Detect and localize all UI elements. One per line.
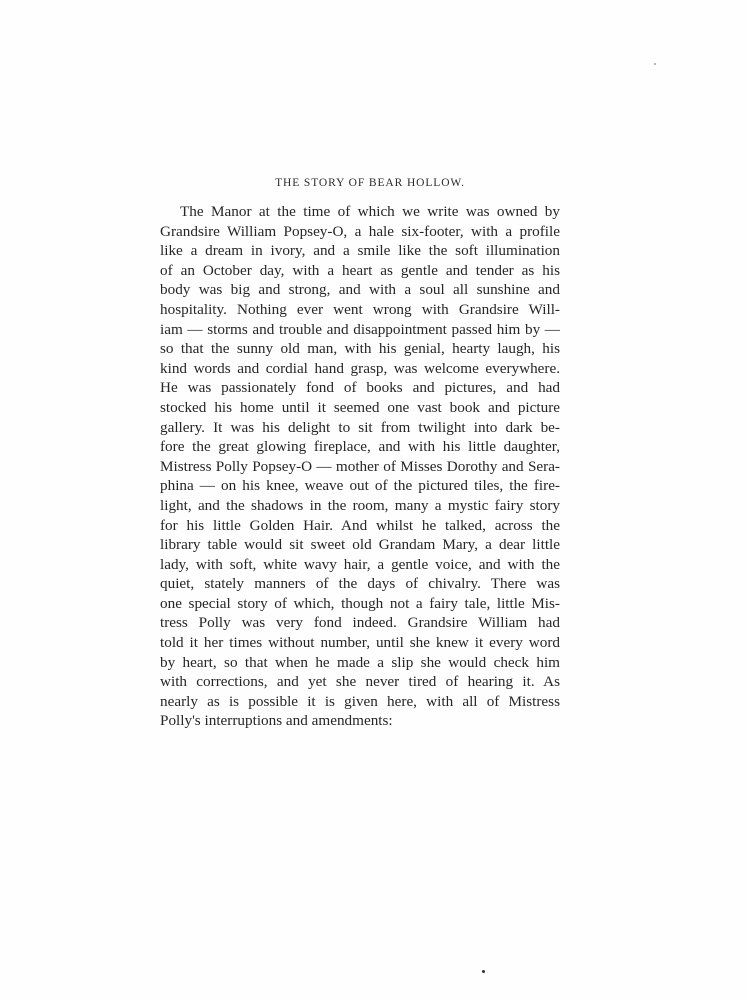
text-line: Grandsire William Popsey-O, a hale six-footer, with a profile <box>160 222 560 240</box>
text-line: stocked his home until it seemed one vast book and picture <box>160 398 560 416</box>
text-line: hospitality. Nothing ever went wrong with Grandsire Will- <box>160 300 560 318</box>
text-line: kind words and cordial hand grasp, was welcome everywhere. <box>160 359 560 377</box>
paper-speck <box>654 63 656 65</box>
text-line: of an October day, with a heart as gentle and tender as his <box>160 261 560 279</box>
text-line: Polly's interruptions and amendments: <box>160 712 393 730</box>
text-line: nearly as is possible it is given here, with all of Mistress <box>160 692 560 710</box>
text-line: tress Polly was very fond indeed. Grandsire William had <box>160 614 560 632</box>
text-line: body was big and strong, and with a soul all sunshine and <box>160 281 560 299</box>
body-paragraph <box>160 202 560 731</box>
text-line: He was passionately fond of books and pictures, and had <box>160 379 560 397</box>
text-line: one special story of which, though not a fairy tale, little Mis- <box>160 594 560 612</box>
text-line: so that the sunny old man, with his genial, hearty laugh, his <box>160 340 560 358</box>
text-line: by heart, so that when he made a slip she would check him <box>160 653 560 671</box>
text-line: gallery. It was his delight to sit from twilight into dark be- <box>160 418 560 436</box>
text-line: for his little Golden Hair. And whilst he talked, across the <box>160 516 560 534</box>
text-line: like a dream in ivory, and a smile like the soft illumination <box>160 242 560 260</box>
text-line: with corrections, and yet she never tired of hearing it. As <box>160 673 560 691</box>
text-line: The Manor at the time of which we write was owned by <box>180 203 560 220</box>
text-line: fore the great glowing fireplace, and with his little daughter, <box>160 438 560 456</box>
text-line: iam — storms and trouble and disappointment passed him by — <box>160 320 560 338</box>
text-line: lady, with soft, white wavy hair, a gentle voice, and with the <box>160 555 560 573</box>
text-line: light, and the shadows in the room, many a mystic fairy story <box>160 496 560 514</box>
running-head: THE STORY OF BEAR HOLLOW. <box>275 177 465 189</box>
text-line: told it her times without number, until she knew it every word <box>160 634 560 652</box>
text-line: quiet, stately manners of the days of chivalry. There was <box>160 575 560 593</box>
paper-speck <box>482 970 485 973</box>
text-line: phina — on his knee, weave out of the pictured tiles, the fire- <box>160 477 560 495</box>
text-line: library table would sit sweet old Grandam Mary, a dear little <box>160 536 560 554</box>
text-line: Mistress Polly Popsey-O — mother of Misses Dorothy and Sera- <box>160 457 560 475</box>
